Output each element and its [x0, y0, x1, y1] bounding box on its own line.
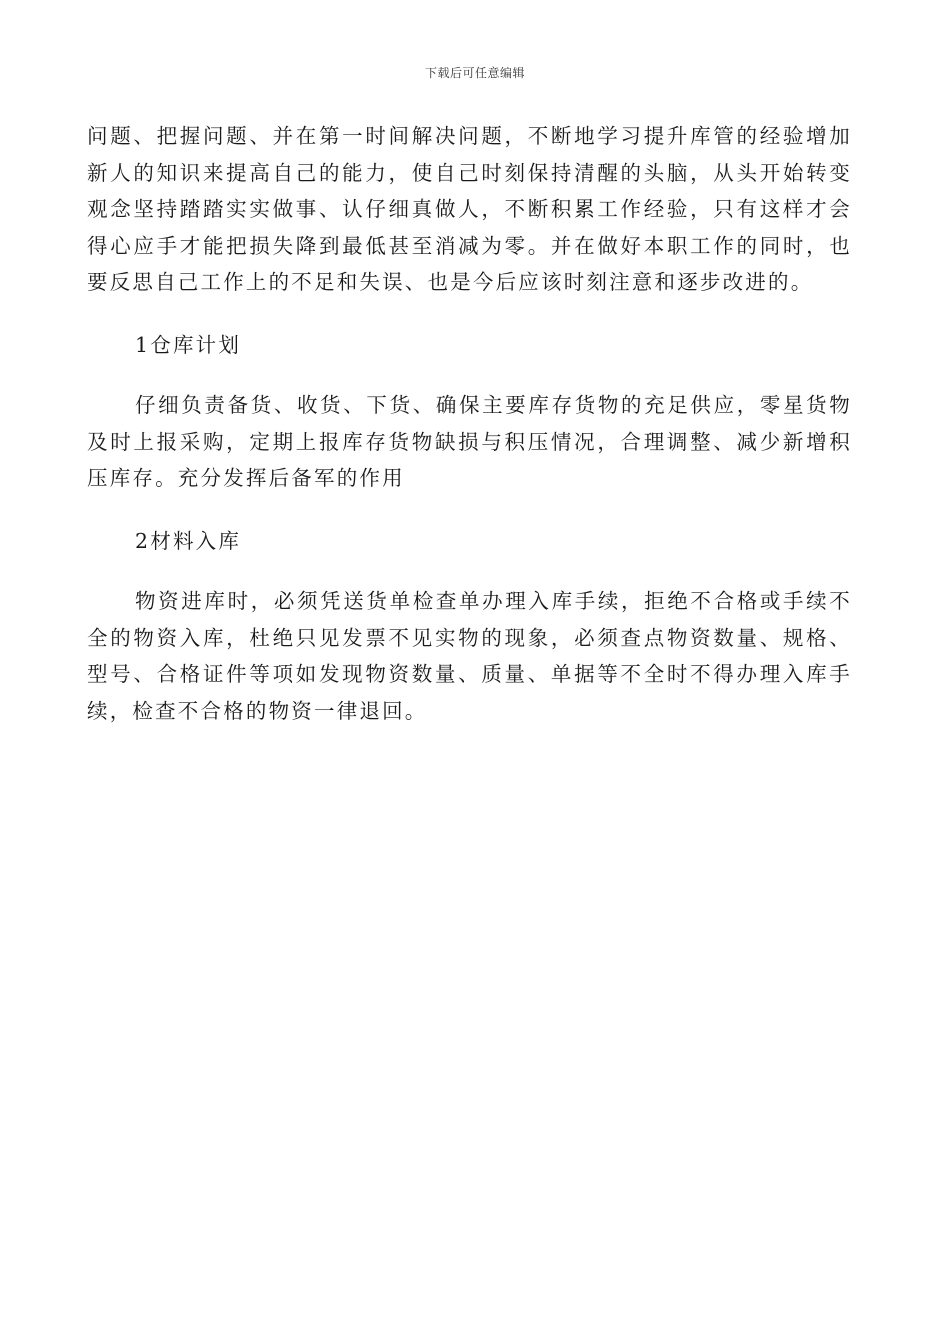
- paragraph-material-inbound: 物资进库时，必须凭送货单检查单办理入库手续，拒绝不合格或手续不全的物资入库，杜绝只见发票不见实物的现象，必须查点物资数量、规格、型号、合格证件等项如发现物资数量、质量、单据等不全时不得办理入库手续，检查不合格的物资一律退回。: [87, 589, 852, 723]
- section-heading-material-inbound: 2材料入库: [135, 528, 242, 553]
- document-body: [87, 118, 852, 729]
- section-heading-warehouse-plan: 1仓库计划: [135, 332, 242, 357]
- paragraph-warehouse-plan: 仔细负责备货、收货、下货、确保主要库存货物的充足供应，零星货物及时上报采购，定期上报库存货物缺损与积压情况，合理调整、减少新增积压库存。充分发挥后备军的作用: [87, 393, 852, 490]
- paragraph-continuation: 问题、把握问题、并在第一时间解决问题，不断地学习提升库管的经验增加新人的知识来提高自己的能力，使自己时刻保持清醒的头脑，从头开始转变观念坚持踏踏实实做事、认仔细真做人，不断积累工作经验，只有这样才会得心应手才能把损失降到最低甚至消减为零。并在做好本职工作的同时，也要反思自己工作上的不足和失误、也是今后应该时刻注意和逐步改进的。: [87, 124, 852, 294]
- page-header-note: 下载后可任意编辑: [424, 66, 525, 80]
